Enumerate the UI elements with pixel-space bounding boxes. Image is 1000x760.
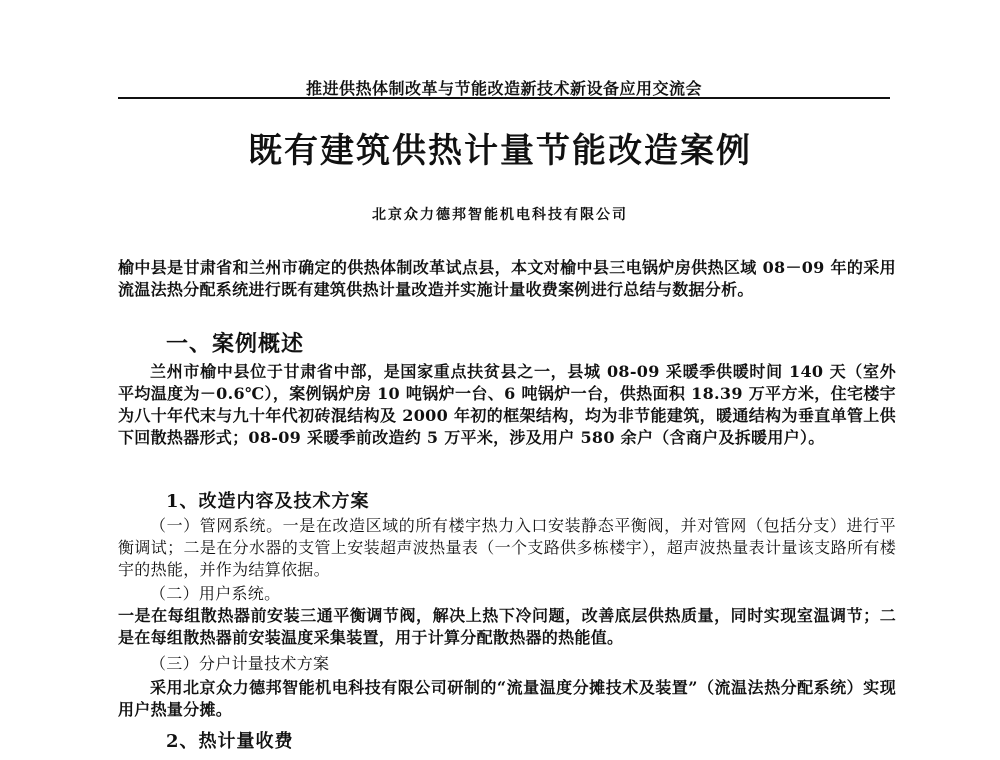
section-heading-overview: 一、案例概述 [166,332,305,357]
user-system-paragraph: 一是在每组散热器前安装三通平衡调节阀，解决上热下冷问题，改善底层供热质量，同时实现室温调节；二是在每组散热器前安装温度采集装置，用于计算分配散热器的热能值。 [118,606,896,647]
running-header [118,70,890,100]
subsection-heading-renovation: 1、改造内容及技术方案 [166,491,370,512]
subsection-heading-billing: 2、热计量收费 [166,731,294,752]
abstract-paragraph: 榆中县是甘肃省和兰州市确定的供热体制改革试点县，本文对榆中县三电锅炉房供热区域 08－09 年的采用流温法热分配系统进行既有建筑供热计量改造并实施计量收费案例进行总结与数据分析。 [118,258,896,299]
author-organization: 北京众力德邦智能机电科技有限公司 [372,207,628,223]
metering-plan-label: （三）分户计量技术方案 [150,654,330,673]
header-rule [118,97,890,99]
running-header-text: 推进供热体制改革与节能改造新技术新设备应用交流会 [305,79,702,98]
page-title: 既有建筑供热计量节能改造案例 [248,131,752,171]
user-system-label: （二）用户系统。 [150,584,281,603]
overview-paragraph: 兰州市榆中县位于甘肃省中部，是国家重点扶贫县之一，县城 08-09 采暖季供暖时间 140 天（室外平均温度为－0.6℃），案例锅炉房 10 吨锅炉一台、6 吨锅炉一台，供热面积 18.39 万平方米，住宅楼宇为八十年代末与九十年代初砖混结构及 2000 年初的框架结构，均为非节能建筑，暖通结构为垂直单管上供下回散热器形式；08-09 采暖季前改造约 5 万平米，涉及用户 580 余户（含商户及拆暖用户）。 [118,362,896,447]
metering-plan-paragraph: 采用北京众力德邦智能机电科技有限公司研制的“流量温度分摊技术及装置”（流温法热分配系统）实现用户热量分摊。 [118,678,896,719]
pipe-network-paragraph: （一）管网系统。一是在改造区域的所有楼宇热力入口安装静态平衡阀，并对管网（包括分支）进行平衡调试；二是在分水器的支管上安装超声波热量表（一个支路供多栋楼宇），超声波热量表计量该支路所有楼宇的热能，并作为结算依据。 [118,516,896,579]
